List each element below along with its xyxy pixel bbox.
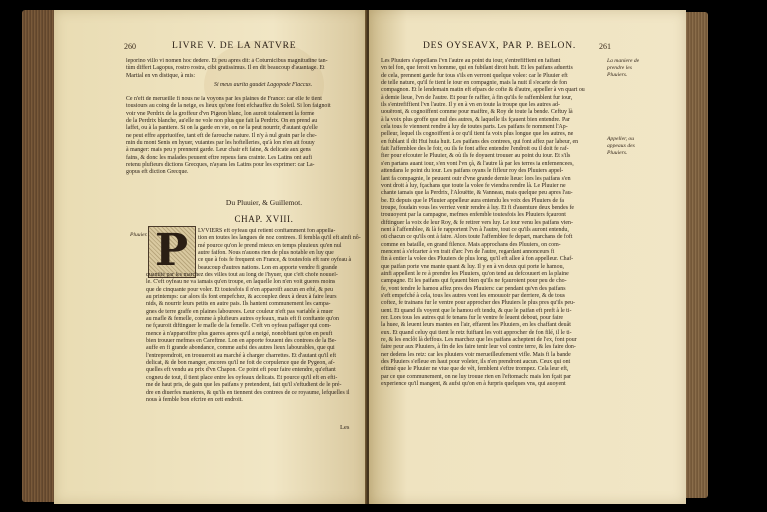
left-opening-text xyxy=(126,58,367,80)
text-line: mé pource qu'on le prend mieux en temps pluuieux qu'en nul xyxy=(198,242,342,249)
text-line: re, & les enclôt là deffous. Les marchez que les paifans acheptent de l'ex, font pour xyxy=(381,337,577,344)
text-line: fait l'affemblee des le foir, ou ils fe font affez entendre l'endroit ou il doit fe raf- xyxy=(381,146,569,153)
text-line: cogneu de tout, il tient place entre les oyfeaux delicats. Et pource qu'il eft en efti- xyxy=(146,374,338,381)
text-line: comme en bataille, en grand filence. Mais approchans des Pluuiers, on com- xyxy=(381,241,561,248)
initial-letter: P xyxy=(155,225,189,276)
text-line: me de haut pris, de gain que les paifans y pretendent, fait qu'il s'eftudient de le pré- xyxy=(146,382,342,389)
text-line: fier pour efcouter le Pluuier, & où ils fe doyuent trouuer au point du iour. Et s'ils xyxy=(381,153,571,160)
left-paragraph xyxy=(126,96,367,177)
text-line: diftinguer la voix de leur Roy, & fe retirer vers luy. Le iour venu les paifans vien- xyxy=(381,219,573,226)
text-line: auffe en fi grande abondance, comme aufsi des autres lieux labourables, que qui xyxy=(146,345,335,352)
text-line: LVVIERS eft oyfeau qui retient conftamment fon appella- xyxy=(198,228,336,234)
text-line: voir vne Perdrix de la groffeur d'vn Pigeon blanc, lon auroit totalement la forme xyxy=(126,110,315,117)
right-margin-note-mid: Appeller, ou appeaux des Pluuiers. xyxy=(607,136,635,156)
text-line: fin à entier la volee des Pluuiers de plus long, qu'il eft allee à fon appelleur. Chaf- xyxy=(381,256,574,263)
text-line: que de cinquante pour voler. Et toutesfois il n'en apparoift aucun en efté, & peu xyxy=(146,286,333,293)
text-line: nent à l'affemblee, & là fe rapportent l'vn à l'autre, tout ce qu'ils auront entendu, xyxy=(381,226,569,233)
text-line: ils s'entrefiffient l'vn l'autre. Il y en à vn en toute la troupe que les autres ad- xyxy=(381,102,560,109)
text-line: laffet, ou à la pantiere. Si on la garde en vie, on ne la peut nourrir, d'autant qu'elle xyxy=(126,125,318,132)
text-line: de cela, prennent garde fur tous s'ils en verront quelque volee: car le Pluuier eft xyxy=(381,72,568,79)
text-line: dre en diuerfes manieres, & qu'ils en tiennent des contrees de ce royaume, lefquelles il xyxy=(146,389,350,396)
text-line: faire peur aux Pluuiers, à fin de les faire tenir leur vol contre terre, & les faire don- xyxy=(381,344,576,351)
text-line: ce que à fois fe frequent en France, & toutesfois eft rare oyfeau à xyxy=(198,257,352,264)
text-line: mencent à s'efcarter à vn trait d'arc l'vn de l'autre, regardant annonceurs fi xyxy=(381,248,555,255)
text-line: compagnon. Et le lendemain matin eft efpars de cofte & d'autre, appeller à vn quart ou xyxy=(381,87,585,94)
text-line: de la Perdrix blanche, au'elle ne vole non plus que fait la Perdrix. On en prend au xyxy=(126,118,318,125)
text-line: ainfi appellent le re à prendre les Pluuiers, qu'on tend au defcouuert en la plaine xyxy=(381,270,569,277)
text-line: attendans le point du iour. Les paifans oyans le fifleur roy des Pluuiers appel- xyxy=(381,168,564,175)
text-line: troupe, foudain vous les verriez venir rendre à luy. Et fi d'auenture deux bendes fe xyxy=(381,204,575,211)
text-line: gnes de terre graffe en plaines labourees. Leur couleur n'eft pas variable à muer xyxy=(146,308,334,315)
text-line: trouuoyent par la campagne, mefmes enfemble toutesfois les Pluuiers fçauront xyxy=(381,212,566,219)
text-line: delicat, & de bon manger, encores qu'il ne foit de corpulence que de Pygeon, af- xyxy=(146,360,335,367)
text-line: nous à femble bon efcrire en cett endroit. xyxy=(146,396,243,403)
text-line: Les Pluuiers s'appellans l'vn l'autre au point du iour, s'entrefiffient en faifant xyxy=(381,58,561,64)
decorated-initial xyxy=(148,226,196,278)
verse-text: Si meus aurita gaudet Lagopode Flaccus. xyxy=(214,82,313,88)
text-line: tion en toutes les langues de noz contrees. Il fembla qu'il eft ainfi nô- xyxy=(198,235,361,242)
left-running-head: LIVRE V. DE LA NATVRE xyxy=(172,41,297,51)
text-line: autre faifon. Nous n'auons rien de plus notable en luy que xyxy=(198,250,334,257)
chapter-heading: CHAP. XVIII. xyxy=(234,214,294,224)
text-line: de telle nature, qu'il fe tient le iour en compagnie, mais la nuit il s'ecarte de fon xyxy=(381,80,567,87)
text-line: tousiours au coing de la neige, es lieux qu'one font efchauffez du Soleil. Si lon faignoit xyxy=(126,103,331,110)
right-page-block-edge xyxy=(686,12,708,498)
text-line: gopus eft diction Grecque. xyxy=(126,169,189,176)
text-line: bien trouuer mefmes en Careftme. Lon en apporte fouuent des contrees de la Be- xyxy=(146,338,337,345)
text-line: des Pluuiers s'efleue en haut pour voleter, ils n'en prendront aucun. Ceux qui ont xyxy=(381,359,571,366)
text-line: à demie lieue, l'vn de l'autre. Et pour fe raffier, à fin qu'ils fe raffemblent fur iour, xyxy=(381,94,573,101)
text-line: uouëront, & cognoiffent comme pour maiftre, & Roy de toute la bende. Ceftuy là xyxy=(381,109,573,116)
left-margin-note: Pluuier. xyxy=(130,232,148,238)
right-margin-note-top: La maniere de prendre les Pluuiers. xyxy=(607,58,640,78)
text-line: le. C'eft oyfeau ne va iamais qu'en troupe, en laquelle lon n'en voit gueres moins xyxy=(146,279,336,286)
text-line: eux. Et quand celuy qui tient le retz fuiftant les voit approcher de fon filé, il le ti- xyxy=(381,329,572,336)
text-line: vn tel fon, que feroit vn homme, qui en fubilant diroit huit. Et les paifans aduertis xyxy=(381,65,573,72)
text-line: tùm differt Lagopus, rostro rostra, cibi gratissimus. Il en dit beaucoup d'auantage. Et xyxy=(126,65,325,72)
chapter-opening-lines xyxy=(198,228,364,272)
text-line: lant fa compagnie, le peuuent ouir d'vne grande demie lieue: lors les paifans s'en xyxy=(381,175,571,182)
text-line: que paifan porte vne mante quant & luy. Il y en à vn deux qui porte le hamou, xyxy=(381,263,564,270)
text-line: au printemps: car alors ils font empefchez, & accouplez deux à deux à faire leurs xyxy=(146,294,337,301)
left-page xyxy=(54,10,367,504)
left-page-block-edge xyxy=(22,10,54,502)
text-line: nids, & nourrir leurs petits en autre pais. Ils hantent communement les campa- xyxy=(146,301,331,308)
verse-line xyxy=(214,82,367,89)
section-caption: Du Pluuier, & Guillemot. xyxy=(225,198,303,207)
text-line: s'en partans auant iour, s'en vont l'vn çà, & l'autre là par les terres ia enfemencees, xyxy=(381,160,574,167)
right-running-head: DES OYSEAVX, PAR P. BELON. xyxy=(423,41,577,51)
text-line: cela tous fe viennent rendre à luy de toutes parts. Les paifans fe nomment l'Ap- xyxy=(381,124,568,131)
text-line: beaucoup d'autres nations. Lon en apporte vendre fi grande xyxy=(198,264,338,271)
text-line: Martial en vn distique, à mis: xyxy=(126,72,196,79)
text-line: mence à n'apparoiftre plus gueres apres qu'il a neigé, nonobftant qu'on en peuft xyxy=(146,330,333,337)
catchword: Les xyxy=(340,424,350,431)
text-line: leporino villo vi nomen hoc dedere. Et peu apres dit: à Coturnicibus magnitudine tan- xyxy=(126,58,328,64)
text-line: uent. Et quand ils voyent que le hamou eft tendu, & que le paifan eft preft à le ti- xyxy=(381,307,572,314)
text-line: au mafle & femelle, comme à plufieurs autres oyfeaux, mais eft fi conftante qu'on xyxy=(146,316,339,323)
chapter-body xyxy=(146,272,364,404)
open-book xyxy=(22,4,708,506)
text-line: la huee, & leuent leurs mantes en l'air, effarent les Pluuiers, en les chaffant deuât xyxy=(381,322,571,329)
text-line: rer. Lors tous les autres qui fe tenans fur le ventre fe leuent debout, pour faire xyxy=(381,315,564,322)
text-line: s'eft empefché à cela, tous les autres vont les emouuoir par derriere, & de tous xyxy=(381,293,565,299)
text-line: min du mont Senis en hyuer, vuiantes par les hoftelleries, qu'à lon n'en ait fouuy xyxy=(126,140,315,147)
text-line: en fublant il dit Hui huia huit. Les paifans des contrees, qui font affez par labeur, en xyxy=(381,138,579,145)
text-line: eftimé que le Pluuier ne viue que de vẽt, femblent s'eftre trompez. Cela leur eft, xyxy=(381,366,569,373)
text-line: vont droit à luy, fçachans que toute la volee fe viendra rendre là. Le Pluuier ne xyxy=(381,182,566,189)
text-line: Ce n'eft de merueille fi nous ne la voyons par les plaines de France: car elle fe tient xyxy=(126,96,322,102)
text-line: ne peut effre appriuoifee, tant eft de farouche nature. Il n'y à nul grain par le che- xyxy=(126,132,317,139)
text-line: campagne. Et les paifans qui fçauent bien qu'ils ne fçauroient pour peu de cho- xyxy=(381,278,567,285)
text-line: à manger: mais peu y prennent garde. Leur chair eft faine, & delicate aux gens xyxy=(126,147,311,154)
left-page-number: 260 xyxy=(124,42,136,51)
text-line: chante iamais que la Perdrix, l'Alouëtte, & Vanneau, mais quelque peu apres l'au- xyxy=(381,190,573,197)
text-line: experience qu'il mangent, & aufsi qu'on en à furpris quelques vns, qui auoyent xyxy=(381,381,566,388)
text-line: fe, vont tendre le hamou affez pres des Pluuiers: car pendant qu'vn des paifans xyxy=(381,285,566,292)
text-line: quelles eft vendu au prix d'vn Chapon. Ce point eft pour faire entendre, qu'eftant xyxy=(146,367,336,374)
right-body-text xyxy=(381,58,605,388)
text-line: coftez, fe trainans fur le ventre pour approcher des Pluuiers le plus pres qu'ils peu- xyxy=(381,300,575,307)
text-line: fains, & donc les malades peuuent eftre repeus fans crainte. Les Latins ont aufi xyxy=(126,154,312,161)
right-page-number: 261 xyxy=(599,42,611,51)
text-line: oü chacun ce qu'ils ont à faire. Alors toute l'affemblee fe depart, marchans de foft xyxy=(381,234,573,241)
text-line: par ce que communement, on ne luy trouue rien en l'eftomach: mais lon fçait par xyxy=(381,373,571,380)
text-line: pelleur, lequel ils cognoiffent à ce qu'il tient fa voix plus longue que les autres, ne xyxy=(381,131,574,138)
text-line: ne fçauroit diftinguer le mafle de la femelle. C'eft vn oyfeau paffager qui com- xyxy=(146,323,332,330)
text-line: à la voix plus groffe que nul des autres, & laquelle ils fçauent bien entendre. Par xyxy=(381,116,570,123)
text-line: ner dedens les retz: car les pluuiers voir merueilleufement vifle. Mais fi la bande xyxy=(381,351,571,358)
text-line: quantité par les marchez des villes tout au long de l'hyuer, que c'eft chofe nouuel- xyxy=(146,272,338,278)
right-page xyxy=(369,10,686,504)
text-line: be. Et depuis que le Pluuier appelleur aura entendu les voix des Pluuiers de fa xyxy=(381,197,565,204)
text-line: retenu plufieurs dictions Grecques, n'ayans les Latins pour les exprimer: car La- xyxy=(126,162,315,169)
text-line: l'entreprendroit, en trouueroit au marché à charger charrettes. Et d'autant qu'il eft xyxy=(146,352,337,359)
